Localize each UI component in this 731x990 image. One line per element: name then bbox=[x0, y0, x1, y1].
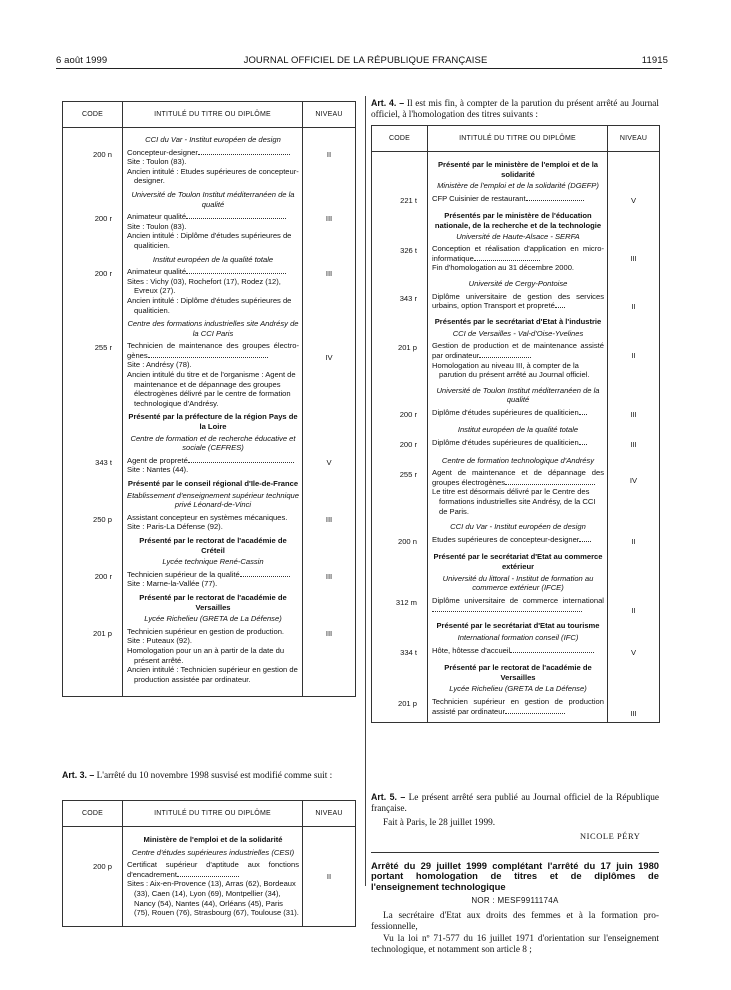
org-row bbox=[63, 475, 356, 513]
col-header-intitule: INTITULÉ DU TITRE OU DIPLÔME bbox=[428, 126, 608, 152]
table-row bbox=[372, 194, 660, 206]
arrete-paragraph: La secrétaire d'Etat aux droits des femmes et à la formation professionnelle, bbox=[371, 911, 659, 933]
entry-code: 200 r bbox=[372, 438, 428, 450]
header-page-number: 11915 bbox=[641, 55, 668, 66]
entry-title: Etudes supérieures de concepteur-designer bbox=[432, 534, 580, 544]
entry-title: Animateur qualité bbox=[127, 212, 187, 222]
entry-code: 200 r bbox=[63, 212, 123, 250]
col-header-intitule: INTITULÉ DU TITRE OU DIPLÔME bbox=[123, 102, 303, 128]
table-row bbox=[372, 292, 660, 312]
header-date: 6 août 1999 bbox=[56, 55, 108, 66]
entry-level: III bbox=[608, 408, 660, 420]
entry-level: IV bbox=[608, 468, 660, 516]
entry-code: 221 t bbox=[372, 194, 428, 206]
org-row bbox=[372, 450, 660, 469]
org-row bbox=[372, 311, 660, 341]
organism-name: CCI du Var - Institut européen de design bbox=[450, 522, 586, 532]
presenter-name: Présenté par le conseil régional d'Ile-de-France bbox=[127, 479, 299, 488]
article-3-label: Art. 3. – bbox=[62, 770, 95, 780]
org-row bbox=[372, 380, 660, 408]
organism-name: CCI du Var - Institut européen de design bbox=[145, 135, 281, 144]
entry-code: 326 t bbox=[372, 244, 428, 273]
table-row bbox=[63, 860, 356, 926]
entry-title: Concepteur-designer bbox=[127, 147, 198, 157]
table-row bbox=[372, 438, 660, 450]
entry-level: II bbox=[608, 292, 660, 312]
org-row bbox=[372, 516, 660, 535]
org-row bbox=[372, 419, 660, 438]
entry-code: 312 m bbox=[372, 596, 428, 616]
col-header-niveau: NIVEAU bbox=[303, 102, 356, 128]
entry-title: Assistant concepteur en systèmes mécaniques. bbox=[127, 512, 288, 522]
entry-title: Animateur qualité bbox=[127, 267, 187, 277]
organism-name: Université de Toulon Institut méditerranéen de la qualité bbox=[436, 385, 600, 405]
section-rule bbox=[371, 852, 659, 853]
col-header-niveau: NIVEAU bbox=[608, 126, 660, 152]
table-row bbox=[372, 468, 660, 516]
org-row bbox=[372, 205, 660, 244]
organism-name: Centre d'études supérieures industrielles (CESI) bbox=[131, 847, 295, 857]
table-row bbox=[63, 513, 356, 532]
presenter-name: Présentés par le secrétariat d'Etat à l'industrie bbox=[434, 317, 602, 327]
entry-level: II bbox=[608, 535, 660, 547]
entry-level: III bbox=[303, 513, 356, 532]
organism-name: Centre des formations industrielles site Andrésy de la CCI Paris bbox=[127, 319, 299, 338]
entry-former-title: Ancien intitulé : Etudes supérieures de concepteur-designer. bbox=[127, 166, 299, 186]
article-5 bbox=[371, 792, 659, 815]
entry-homologation-note: Homologation pour un an à partir de la date du présent arrêté. bbox=[127, 645, 285, 665]
col-header-code: CODE bbox=[372, 126, 428, 152]
table-row bbox=[372, 244, 660, 273]
article-4 bbox=[371, 98, 659, 121]
org-row bbox=[372, 273, 660, 292]
table-row bbox=[63, 627, 356, 697]
organism-name: Lycée technique René-Cassin bbox=[162, 557, 264, 567]
entry-sites: Sites : Aix-en-Provence (13), Arras (62), Bordeaux (33), Caen (14), Lyon (69), Montpellier (34), Nancy (54), Nantes (44), Orléans (45), Paris (75), Rouen (76), Strasbourg (67), Toulouse (31). bbox=[127, 879, 299, 918]
org-row bbox=[63, 408, 356, 455]
entry-code: 200 r bbox=[63, 570, 123, 589]
table-row bbox=[372, 408, 660, 420]
table-row bbox=[63, 148, 356, 186]
entry-title: Gestion de production et de maintenance assisté par ordinateur bbox=[432, 341, 604, 360]
organism-name: International formation conseil (IFC) bbox=[457, 632, 579, 642]
entry-level: III bbox=[608, 697, 660, 723]
modification-table bbox=[62, 800, 356, 927]
entry-note: Le titre est désormais délivré par le Centre des formations industrielles site Andrésy, de la CCI de Paris. bbox=[432, 487, 596, 516]
entry-title: Technicien supérieur en gestion de production assisté par ordinateur bbox=[432, 696, 604, 716]
entry-level: IV bbox=[303, 341, 356, 408]
entry-site: Site : Marne-la-Vallée (77). bbox=[127, 579, 218, 589]
article-3-text: L'arrêté du 10 novembre 1998 susvisé est modifié comme suit : bbox=[96, 771, 333, 781]
org-row bbox=[372, 615, 660, 645]
entry-code: 255 r bbox=[372, 468, 428, 516]
org-row bbox=[63, 251, 356, 268]
presenter-name: Présenté par le rectorat de l'académie de Versailles bbox=[444, 663, 592, 682]
entry-title: Agent de maintenance et de dépannage des groupes électrogènes bbox=[432, 468, 604, 487]
arrete-paragraph: Vu la loi nº 71-577 du 16 juillet 1971 d'orientation sur l'enseignement technologique, et notamment son article 8 ; bbox=[371, 934, 659, 956]
entry-title: Diplôme d'études supérieures de qualiticien bbox=[432, 407, 579, 417]
entry-code: 200 r bbox=[63, 267, 123, 315]
org-row bbox=[372, 546, 660, 595]
entry-level: III bbox=[303, 212, 356, 250]
entry-level: II bbox=[608, 596, 660, 616]
organism-name: Centre de formation technologique d'Andrésy bbox=[441, 455, 595, 465]
entry-title: Hôte, hôtesse d'accueil bbox=[432, 645, 511, 655]
presenter-name: Présenté par le rectorat de l'académie de Versailles bbox=[139, 592, 287, 612]
table-row bbox=[63, 212, 356, 250]
entry-title: Diplôme universitaire de gestion des services urbains, option Transport et propreté bbox=[432, 291, 604, 311]
entry-code: 200 p bbox=[63, 860, 123, 926]
organism-name: Ministère de l'emploi et de la solidarité (DGEFP) bbox=[437, 181, 599, 191]
entry-former-title: Ancien intitulé : Diplôme d'études supérieures de qualiticien. bbox=[127, 295, 292, 315]
arrete-title: Arrêté du 29 juillet 1999 complétant l'arrêté du 17 juin 1980 portant homologation de titres et de diplômes de l'enseignement technologique bbox=[371, 860, 659, 892]
col-header-intitule: INTITULÉ DU TITRE OU DIPLÔME bbox=[123, 801, 303, 827]
entry-site: Site : Puteaux (92). bbox=[127, 636, 193, 646]
entry-former-title: Ancien intitulé du titre et de l'organisme : Agent de maintenance et de dépannage des groupes électrogènes délivré par le centre de formation technologique d'Andrésy. bbox=[127, 370, 296, 408]
col-header-niveau: NIVEAU bbox=[303, 801, 356, 827]
entry-level: III bbox=[608, 244, 660, 273]
table-row bbox=[372, 646, 660, 658]
entry-title: Technicien supérieur en gestion de production. bbox=[127, 626, 285, 636]
article-4-label: Art. 4. – bbox=[371, 98, 405, 108]
presenter-name: Ministère de l'emploi et de la solidarité bbox=[143, 835, 283, 844]
table-row bbox=[63, 570, 356, 589]
table-row bbox=[372, 596, 660, 616]
table-row bbox=[63, 456, 356, 475]
org-row bbox=[63, 186, 356, 212]
org-row bbox=[63, 532, 356, 570]
org-row bbox=[63, 128, 356, 148]
org-row bbox=[63, 589, 356, 627]
entry-level: III bbox=[608, 438, 660, 450]
entry-level: II bbox=[303, 148, 356, 186]
article-5-text: Le présent arrêté sera publié au Journal officiel de la République française. bbox=[371, 793, 659, 815]
entry-title: Conception et réalisation d'application en micro-informatique bbox=[432, 244, 604, 263]
table-row bbox=[63, 267, 356, 315]
entry-level: V bbox=[608, 194, 660, 206]
presenter-name: Présenté par le secrétariat d'Etat au commerce extérieur bbox=[433, 552, 603, 571]
entry-code: 255 r bbox=[63, 341, 123, 408]
org-row bbox=[63, 827, 356, 861]
entry-code: 250 p bbox=[63, 513, 123, 532]
entry-code: 200 r bbox=[372, 408, 428, 420]
entry-site: Site : Paris-La Défense (92). bbox=[127, 522, 223, 532]
organism-name: Lycée Richelieu (GRETA de La Défense) bbox=[144, 614, 282, 624]
org-row bbox=[372, 152, 660, 194]
entry-level: III bbox=[303, 627, 356, 697]
header-rule bbox=[56, 68, 662, 69]
presenter-name: Présenté par le rectorat de l'académie de Créteil bbox=[139, 535, 287, 555]
entry-title: Technicien supérieur de la qualité bbox=[127, 569, 240, 579]
organism-name: Université du littoral - Institut de formation au commerce extérieur (IFCE) bbox=[442, 573, 594, 593]
entry-title: Certificat supérieur d'aptitude aux fonctions d'encadrement bbox=[127, 860, 299, 879]
organism-name: Institut européen de la qualité totale bbox=[152, 254, 274, 264]
col-header-code: CODE bbox=[63, 801, 123, 827]
entry-site: Sites : Vichy (03), Rochefort (17), Rodez (12), Evreux (27). bbox=[127, 276, 281, 296]
entry-title: Diplôme d'études supérieures de qualiticien bbox=[432, 438, 579, 448]
entry-title: Technicien de maintenance des groupes électrogènes bbox=[127, 341, 299, 360]
entry-site: Site : Andrésy (78). bbox=[127, 360, 192, 370]
organism-name: CCI de Versailles - Val-d'Oise-Yvelines bbox=[452, 328, 584, 338]
article-5-label: Art. 5. – bbox=[371, 792, 406, 802]
entry-level: II bbox=[608, 341, 660, 379]
table-row bbox=[372, 697, 660, 723]
table-row bbox=[372, 341, 660, 379]
col-header-code: CODE bbox=[63, 102, 123, 128]
signature: NICOLE PÉRY bbox=[580, 832, 641, 841]
entry-code: 200 n bbox=[63, 148, 123, 186]
organism-name: Lycée Richelieu (GRETA de La Défense) bbox=[449, 684, 587, 694]
entry-end-note: Fin d'homologation au 31 décembre 2000. bbox=[432, 263, 575, 273]
column-divider bbox=[365, 96, 366, 886]
org-row bbox=[63, 315, 356, 341]
presenter-name: Présenté par le ministère de l'emploi et de la solidarité bbox=[437, 160, 599, 179]
organism-name: Etablissement d'enseignement supérieur technique privé Léonard-de-Vinci bbox=[127, 490, 299, 510]
entry-code: 201 p bbox=[372, 341, 428, 379]
entry-level: V bbox=[608, 646, 660, 658]
organism-name: Université de Toulon Institut méditerranéen de la qualité bbox=[131, 189, 295, 209]
table-row bbox=[63, 341, 356, 408]
entry-code: 201 p bbox=[63, 627, 123, 697]
entry-site: Site : Toulon (83). bbox=[127, 157, 187, 167]
entry-former-title: Ancien intitulé : Technicien supérieur en gestion de production assistée par ordinateur. bbox=[127, 665, 298, 684]
entry-level: II bbox=[303, 860, 356, 926]
table-row bbox=[372, 535, 660, 547]
homologation-table-left bbox=[62, 101, 356, 697]
organism-name: Centre de formation et de recherche éducative et sociale (CEFRES) bbox=[130, 433, 296, 453]
organism-name: Institut européen de la qualité totale bbox=[457, 425, 579, 435]
entry-site: Site : Toulon (83). bbox=[127, 221, 187, 231]
entry-code: 334 t bbox=[372, 646, 428, 658]
article-4-text: Il est mis fin, à compter de la parution du présent arrêté au Journal officiel, à l'homologation des titres suivants : bbox=[371, 99, 659, 121]
done-at: Fait à Paris, le 28 juillet 1999. bbox=[383, 818, 496, 828]
nor-reference: NOR : MESF9911174A bbox=[471, 896, 559, 905]
entry-level: III bbox=[303, 570, 356, 589]
org-row bbox=[372, 657, 660, 697]
presenter-name: Présenté par la préfecture de la région Pays de la Loire bbox=[128, 412, 298, 432]
entry-title: Agent de propreté bbox=[127, 455, 188, 465]
entry-site: Site : Nantes (44). bbox=[127, 465, 189, 475]
presenter-name: Présenté par le secrétariat d'Etat au tourisme bbox=[436, 621, 600, 631]
entry-code: 343 t bbox=[63, 456, 123, 475]
entry-level: III bbox=[303, 267, 356, 315]
presenter-name: Présentés par le ministère de l'éducation nationale, de la recherche et de la technologie bbox=[434, 211, 602, 230]
entry-title: Diplôme universitaire de commerce international bbox=[432, 595, 604, 605]
entry-code: 200 n bbox=[372, 535, 428, 547]
header-title: JOURNAL OFFICIEL DE LA RÉPUBLIQUE FRANÇAISE bbox=[243, 55, 488, 66]
entry-code: 201 p bbox=[372, 697, 428, 723]
entry-code: 343 r bbox=[372, 292, 428, 312]
entry-level: V bbox=[303, 456, 356, 475]
entry-former-title: Ancien intitulé : Diplôme d'études supérieures de qualiticien. bbox=[127, 231, 292, 250]
entry-note: Homologation au niveau III, à compter de la parution du présent arrêté au Journal officiel. bbox=[432, 360, 590, 380]
terminated-homologations-table bbox=[371, 125, 660, 723]
organism-name: Université de Cergy-Pontoise bbox=[468, 278, 568, 288]
organism-name: Université de Haute-Alsace - SERFA bbox=[456, 231, 580, 241]
article-3 bbox=[62, 770, 355, 782]
entry-title: CFP Cuisinier de restaurant bbox=[432, 193, 526, 203]
